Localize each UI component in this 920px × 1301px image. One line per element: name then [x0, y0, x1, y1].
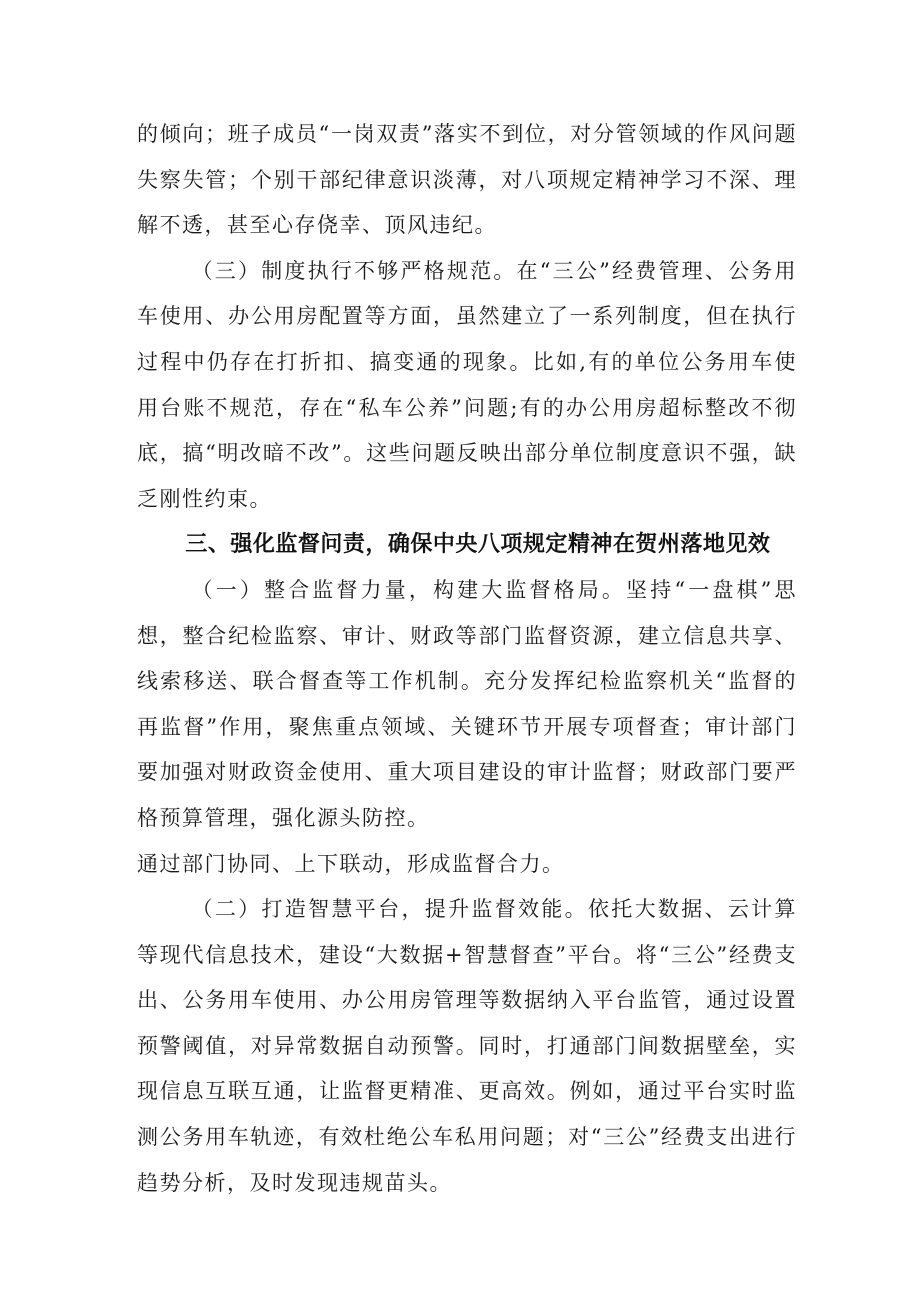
paragraph-supervision-integration: （一）整合监督力量，构建大监督格局。坚持“一盘棋”思想，整合纪检监察、审计、财政等部门监督资源，建立信息共享、线索移送、联合督查等工作机制。充分发挥纪检监察机关“监督的再监督”作用，聚焦重点领域、关键环节开展专项督查；审计部门要加强对财政资金使用、重大项目建设的审计监督；财政部门要严格预算管理，强化源头防控。	[137, 577, 797, 830]
paragraph-joint-supervision: 通过部门协同、上下联动，形成监督合力。	[137, 851, 565, 876]
paragraph-continuation: 的倾向；班子成员“一岗双责”落实不到位，对分管领域的作风问题失察失管；个别干部纪律意识淡薄，对八项规定精神学习不深、理解不透，甚至心存侥幸、顶风违纪。	[137, 122, 797, 238]
paragraph-system-execution: （三）制度执行不够严格规范。在“三公”经费管理、公务用车使用、办公用房配置等方面，虽然建立了一系列制度，但在执行过程中仍存在打折扣、搞变通的现象。比如,有的单位公务用车使用台账不规范，存在“私车公养”问题;有的办公用房超标整改不彻底，搞“明改暗不改”。这些问题反映出部分单位制度意识不强，缺乏刚性约束。	[137, 258, 797, 511]
section-heading: 三、强化监督问责，确保中央八项规定精神在贺州落地见效	[185, 532, 771, 558]
document-page	[137, 112, 797, 1206]
paragraph-smart-platform: （二）打造智慧平台，提升监督效能。依托大数据、云计算等现代信息技术，建设“大数据+智慧督查”平台。将“三公”经费支出、公务用车使用、办公用房管理等数据纳入平台监管，通过设置预警阈值，对异常数据自动预警。同时，打通部门间数据壁垒，实现信息互联互通，让监督更精准、更高效。例如，通过平台实时监测公务用车轨迹，有效杜绝公车私用问题；对“三公”经费支出进行趋势分析，及时发现违规苗头。	[137, 897, 797, 1195]
